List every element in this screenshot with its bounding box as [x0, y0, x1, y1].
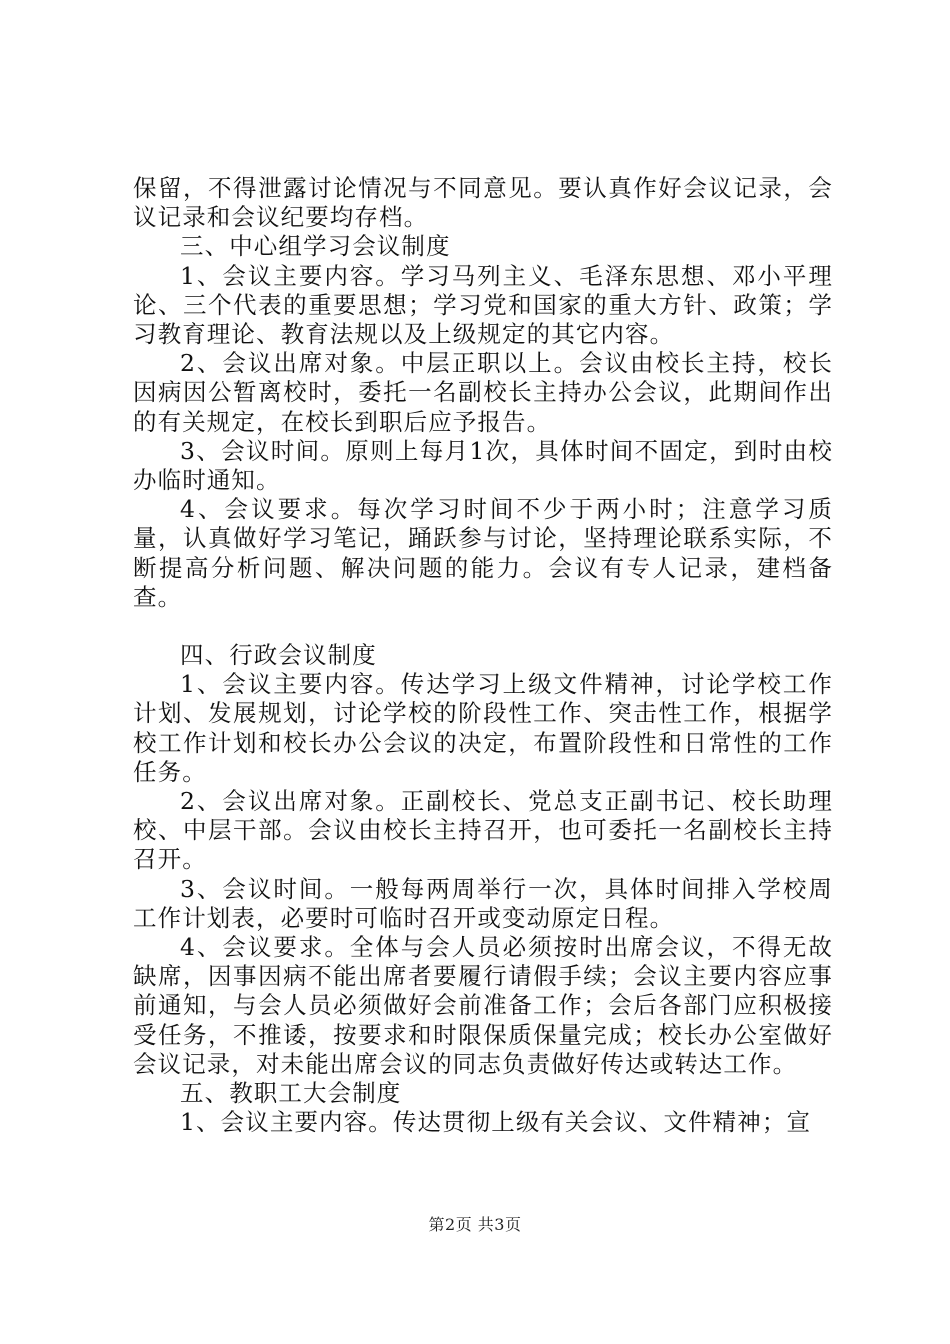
section-heading-3: 三、中心组学习会议制度	[180, 232, 451, 261]
paragraph-3-4: 4、会议要求。每次学习时间不少于两小时；注意学习质量，认真做好学习笔记，踊跃参与讨论，坚持理论联系实际，不断提高分析问题、解决问题的能力。会议有专人记录，建档备查。	[133, 495, 833, 611]
paragraph-3-2: 2、会议出席对象。中层正职以上。会议由校长主持，校长因病因公暂离校时，委托一名副校长主持办公会议，此期间作出的有关规定，在校长到职后应予报告。	[133, 349, 833, 436]
paragraph-3-3: 3、会议时间。原则上每月1次，具体时间不固定，到时由校办临时通知。	[133, 436, 833, 495]
paragraph-5-1: 1、会议主要内容。传达贯彻上级有关会议、文件精神；宣	[180, 1108, 812, 1137]
page-number-footer: 第2页 共3页	[428, 1215, 522, 1234]
paragraph-4-4: 4、会议要求。全体与会人员必须按时出席会议，不得无故缺席，因事因病不能出席者要履行请假手续；会议主要内容应事前通知，与会人员必须做好会前准备工作；会后各部门应积极接受任务，不推诿，按要求和时限保质保量完成；校长办公室做好会议记录，对未能出席会议的同志负责做好传达或转达工作。	[133, 933, 833, 1078]
paragraph-4-2: 2、会议出席对象。正副校长、党总支正副书记、校长助理校、中层干部。会议由校长主持召开，也可委托一名副校长主持召开。	[133, 787, 833, 874]
section-heading-4: 四、行政会议制度	[180, 641, 377, 670]
section-heading-5: 五、教职工大会制度	[180, 1079, 402, 1108]
paragraph-3-1: 1、会议主要内容。学习马列主义、毛泽东思想、邓小平理论、三个代表的重要思想；学习党和国家的重大方针、政策；学习教育理论、教育法规以及上级规定的其它内容。	[133, 261, 833, 349]
paragraph-continuation: 保留，不得泄露讨论情况与不同意见。要认真作好会议记录，会议记录和会议纪要均存档。	[133, 174, 833, 232]
document-body	[133, 174, 833, 1138]
paragraph-4-1: 1、会议主要内容。传达学习上级文件精神，讨论学校工作计划、发展规划，讨论学校的阶段性工作、突击性工作，根据学校工作计划和校长办公会议的决定，布置阶段性和日常性的工作任务。	[133, 670, 833, 786]
paragraph-4-3: 3、会议时间。一般每两周举行一次，具体时间排入学校周工作计划表，必要时可临时召开或变动原定日程。	[133, 874, 833, 932]
